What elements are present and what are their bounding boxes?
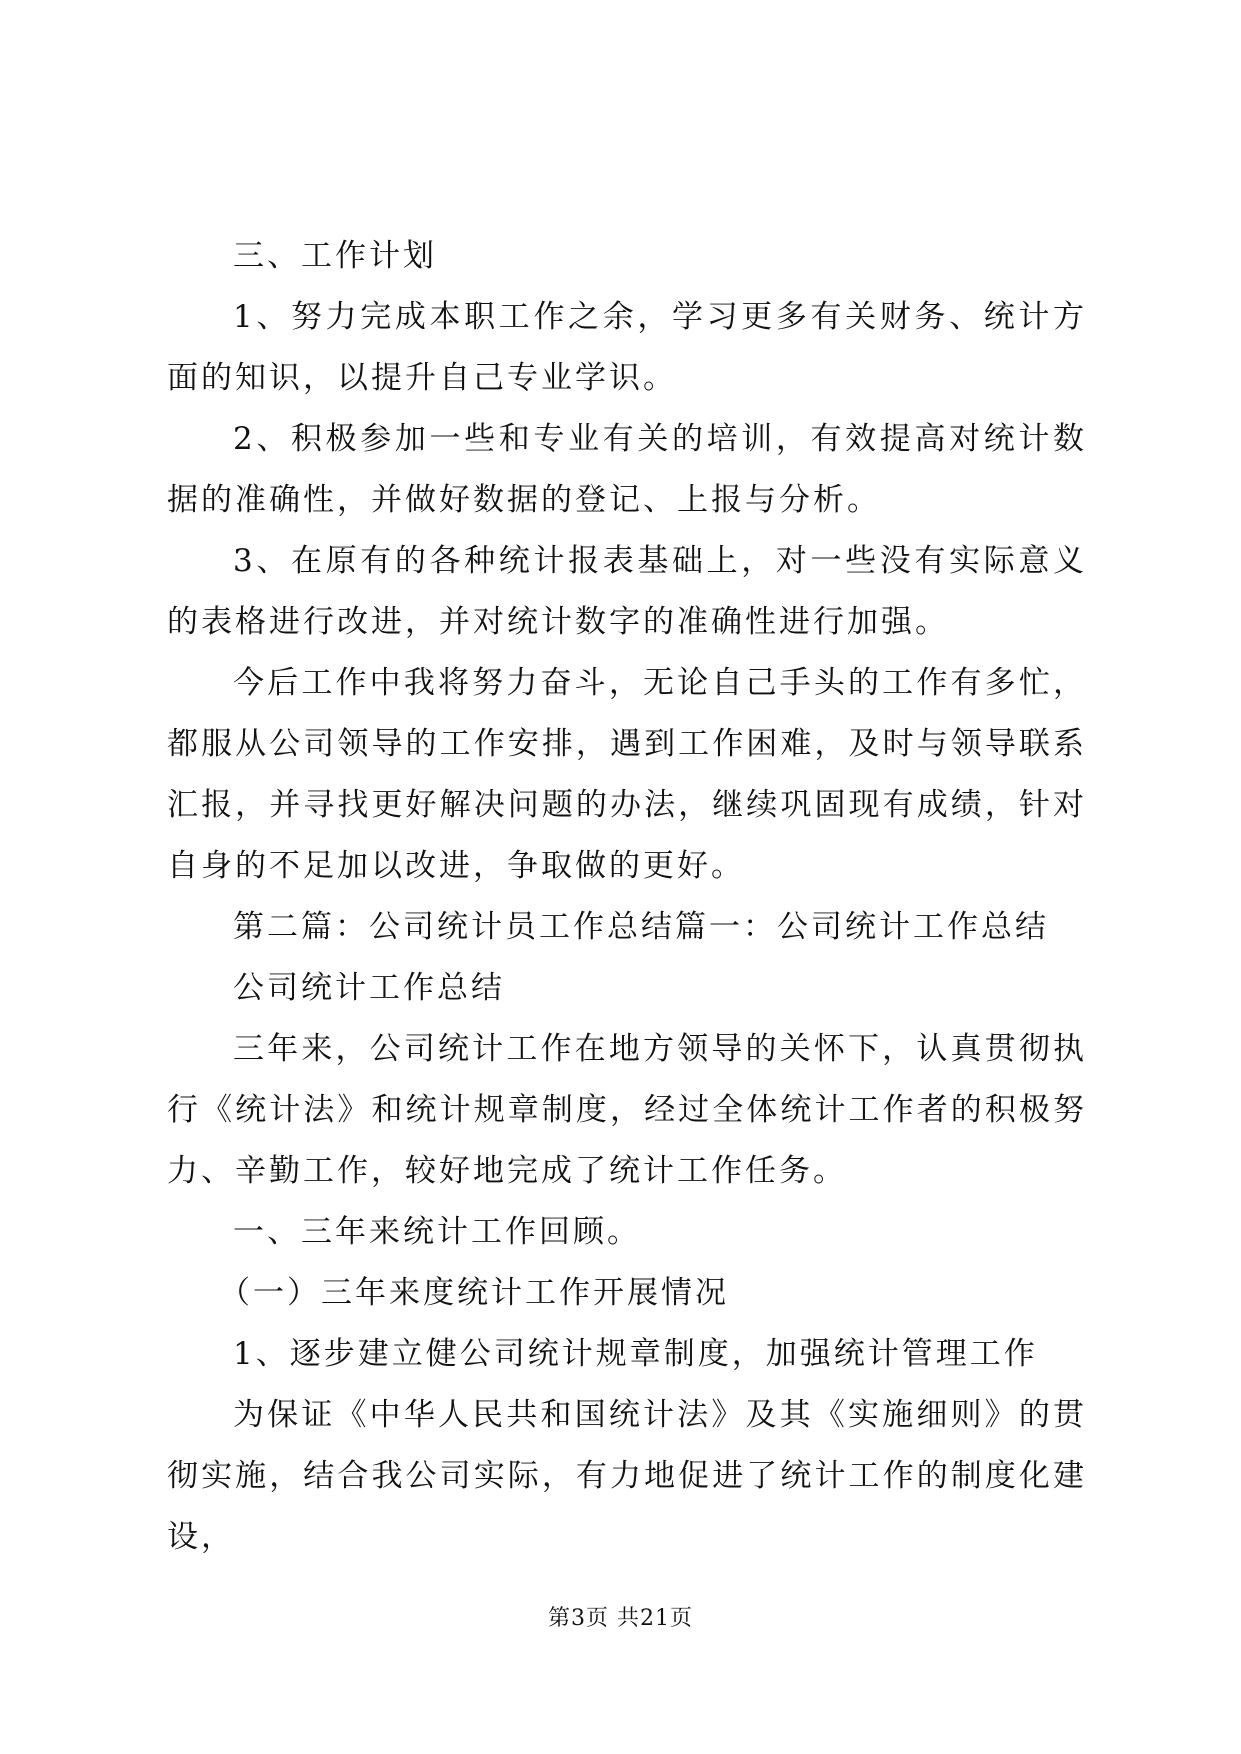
body-paragraph: 为保证《中华人民共和国统计法》及其《实施细则》的贯彻实施，结合我公司实际，有力地促进了统计工作的制度化建设， [167, 1397, 1087, 1555]
article-two-heading: 第二篇：公司统计员工作总结篇一：公司统计工作总结 [233, 909, 1049, 945]
page-number-footer: 第3页 共21页 [548, 1606, 693, 1631]
plan-item-2: 2、积极参加一些和专业有关的培训，有效提高对统计数据的准确性，并做好数据的登记、上报与分析。 [167, 421, 1087, 518]
list-item-heading: 1、逐步建立健公司统计规章制度，加强统计管理工作 [233, 1336, 1038, 1372]
subsection-heading: （一）三年来度统计工作开展情况 [219, 1275, 729, 1311]
document-body [167, 226, 1087, 1568]
plan-item-1: 1、努力完成本职工作之余，学习更多有关财务、统计方面的知识，以提升自己专业学识。 [167, 299, 1087, 396]
section-heading-work-plan: 三、工作计划 [233, 238, 437, 274]
article-title: 公司统计工作总结 [233, 970, 505, 1006]
section-heading-review: 一、三年来统计工作回顾。 [233, 1214, 641, 1250]
closing-paragraph: 今后工作中我将努力奋斗，无论自己手头的工作有多忙，都服从公司领导的工作安排，遇到工作困难，及时与领导联系汇报，并寻找更好解决问题的办法，继续巩固现有成绩，针对自身的不足加以改进，争取做的更好。 [167, 665, 1087, 884]
intro-paragraph: 三年来，公司统计工作在地方领导的关怀下，认真贯彻执行《统计法》和统计规章制度，经过全体统计工作者的积极努力、辛勤工作，较好地完成了统计工作任务。 [167, 1031, 1087, 1189]
plan-item-3: 3、在原有的各种统计报表基础上，对一些没有实际意义的表格进行改进，并对统计数字的准确性进行加强。 [167, 543, 1087, 640]
